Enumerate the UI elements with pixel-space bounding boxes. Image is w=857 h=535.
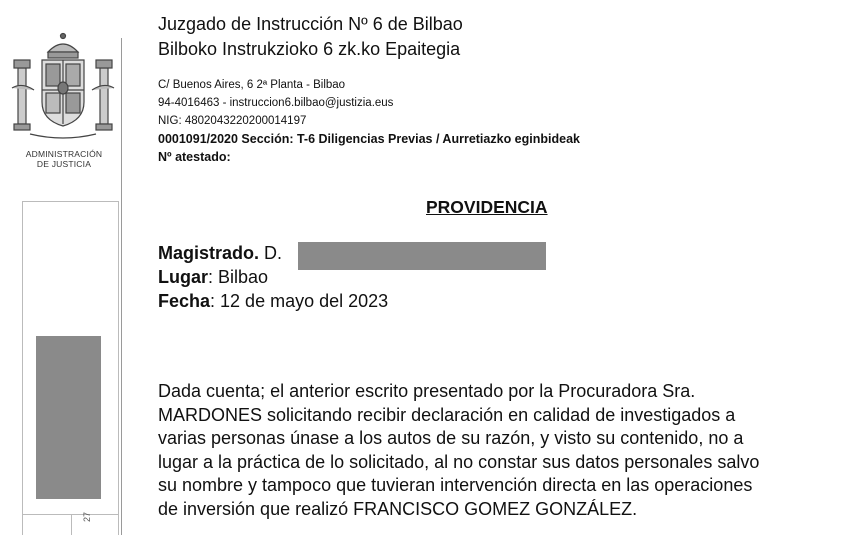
redaction-block-margin [36,336,101,499]
court-name-es: Juzgado de Instrucción Nº 6 de Bilbao [158,14,463,34]
fecha-label: Fecha [158,291,211,311]
admin-line-2: DE JUSTICIA [36,159,92,169]
body-line: su nombre y tampoco que tuvieran intervención directa en las operaciones [158,475,753,495]
document-title: PROVIDENCIA [426,197,548,217]
body-line: Dada cuenta; el anterior escrito presentado por la Procuradora Sra. [158,381,696,401]
body-line: de inversión que realizó FRANCISCO GOMEZ GONZÁLEZ. [158,498,638,519]
redaction-block-name [298,242,546,270]
nig-number: NIG: 4802043220200014197 [158,115,307,127]
body-line: varias personas únase a los autos de su razón, y visto su contenido, no a [158,428,744,448]
fecha-value: : 12 de mayo del 2023 [210,291,389,311]
body-line: MARDONES solicitando recibir declaración en calidad de investigados a [158,404,736,425]
lugar-value: : Bilbao [208,267,269,287]
court-details [158,76,580,166]
court-name-eu: Bilboko Instrukzioko 6 zk.ko Epaitegia [158,39,461,59]
body-paragraph [158,380,848,521]
court-contact: 94-4016463 - instruccion6.bilbao@justizia.eus [158,97,394,109]
magistrado-value: D. [259,243,283,263]
case-reference: 0001091/2020 Sección: T-6 Diligencias Previas / Aurretiazko eginbideak [158,132,580,146]
lugar-label: Lugar [158,267,209,287]
margin-divider [121,38,122,535]
magistrado-label: Magistrado. [158,243,260,263]
coat-of-arms-icon [10,30,116,142]
fecha-row [158,289,388,313]
court-address: C/ Buenos Aires, 6 2ª Planta - Bilbao [158,79,346,91]
margin-number: 27 [82,511,92,522]
margin-stamp-separator [71,514,72,535]
admin-line-1: ADMINISTRACIÓN [25,149,103,159]
administracion-de-justicia-label [14,149,114,169]
body-line: lugar a la práctica de lo solicitado, al no constar sus datos personales salvo [158,451,760,472]
atestado-label: Nº atestado: [158,150,231,164]
court-header [158,12,463,62]
